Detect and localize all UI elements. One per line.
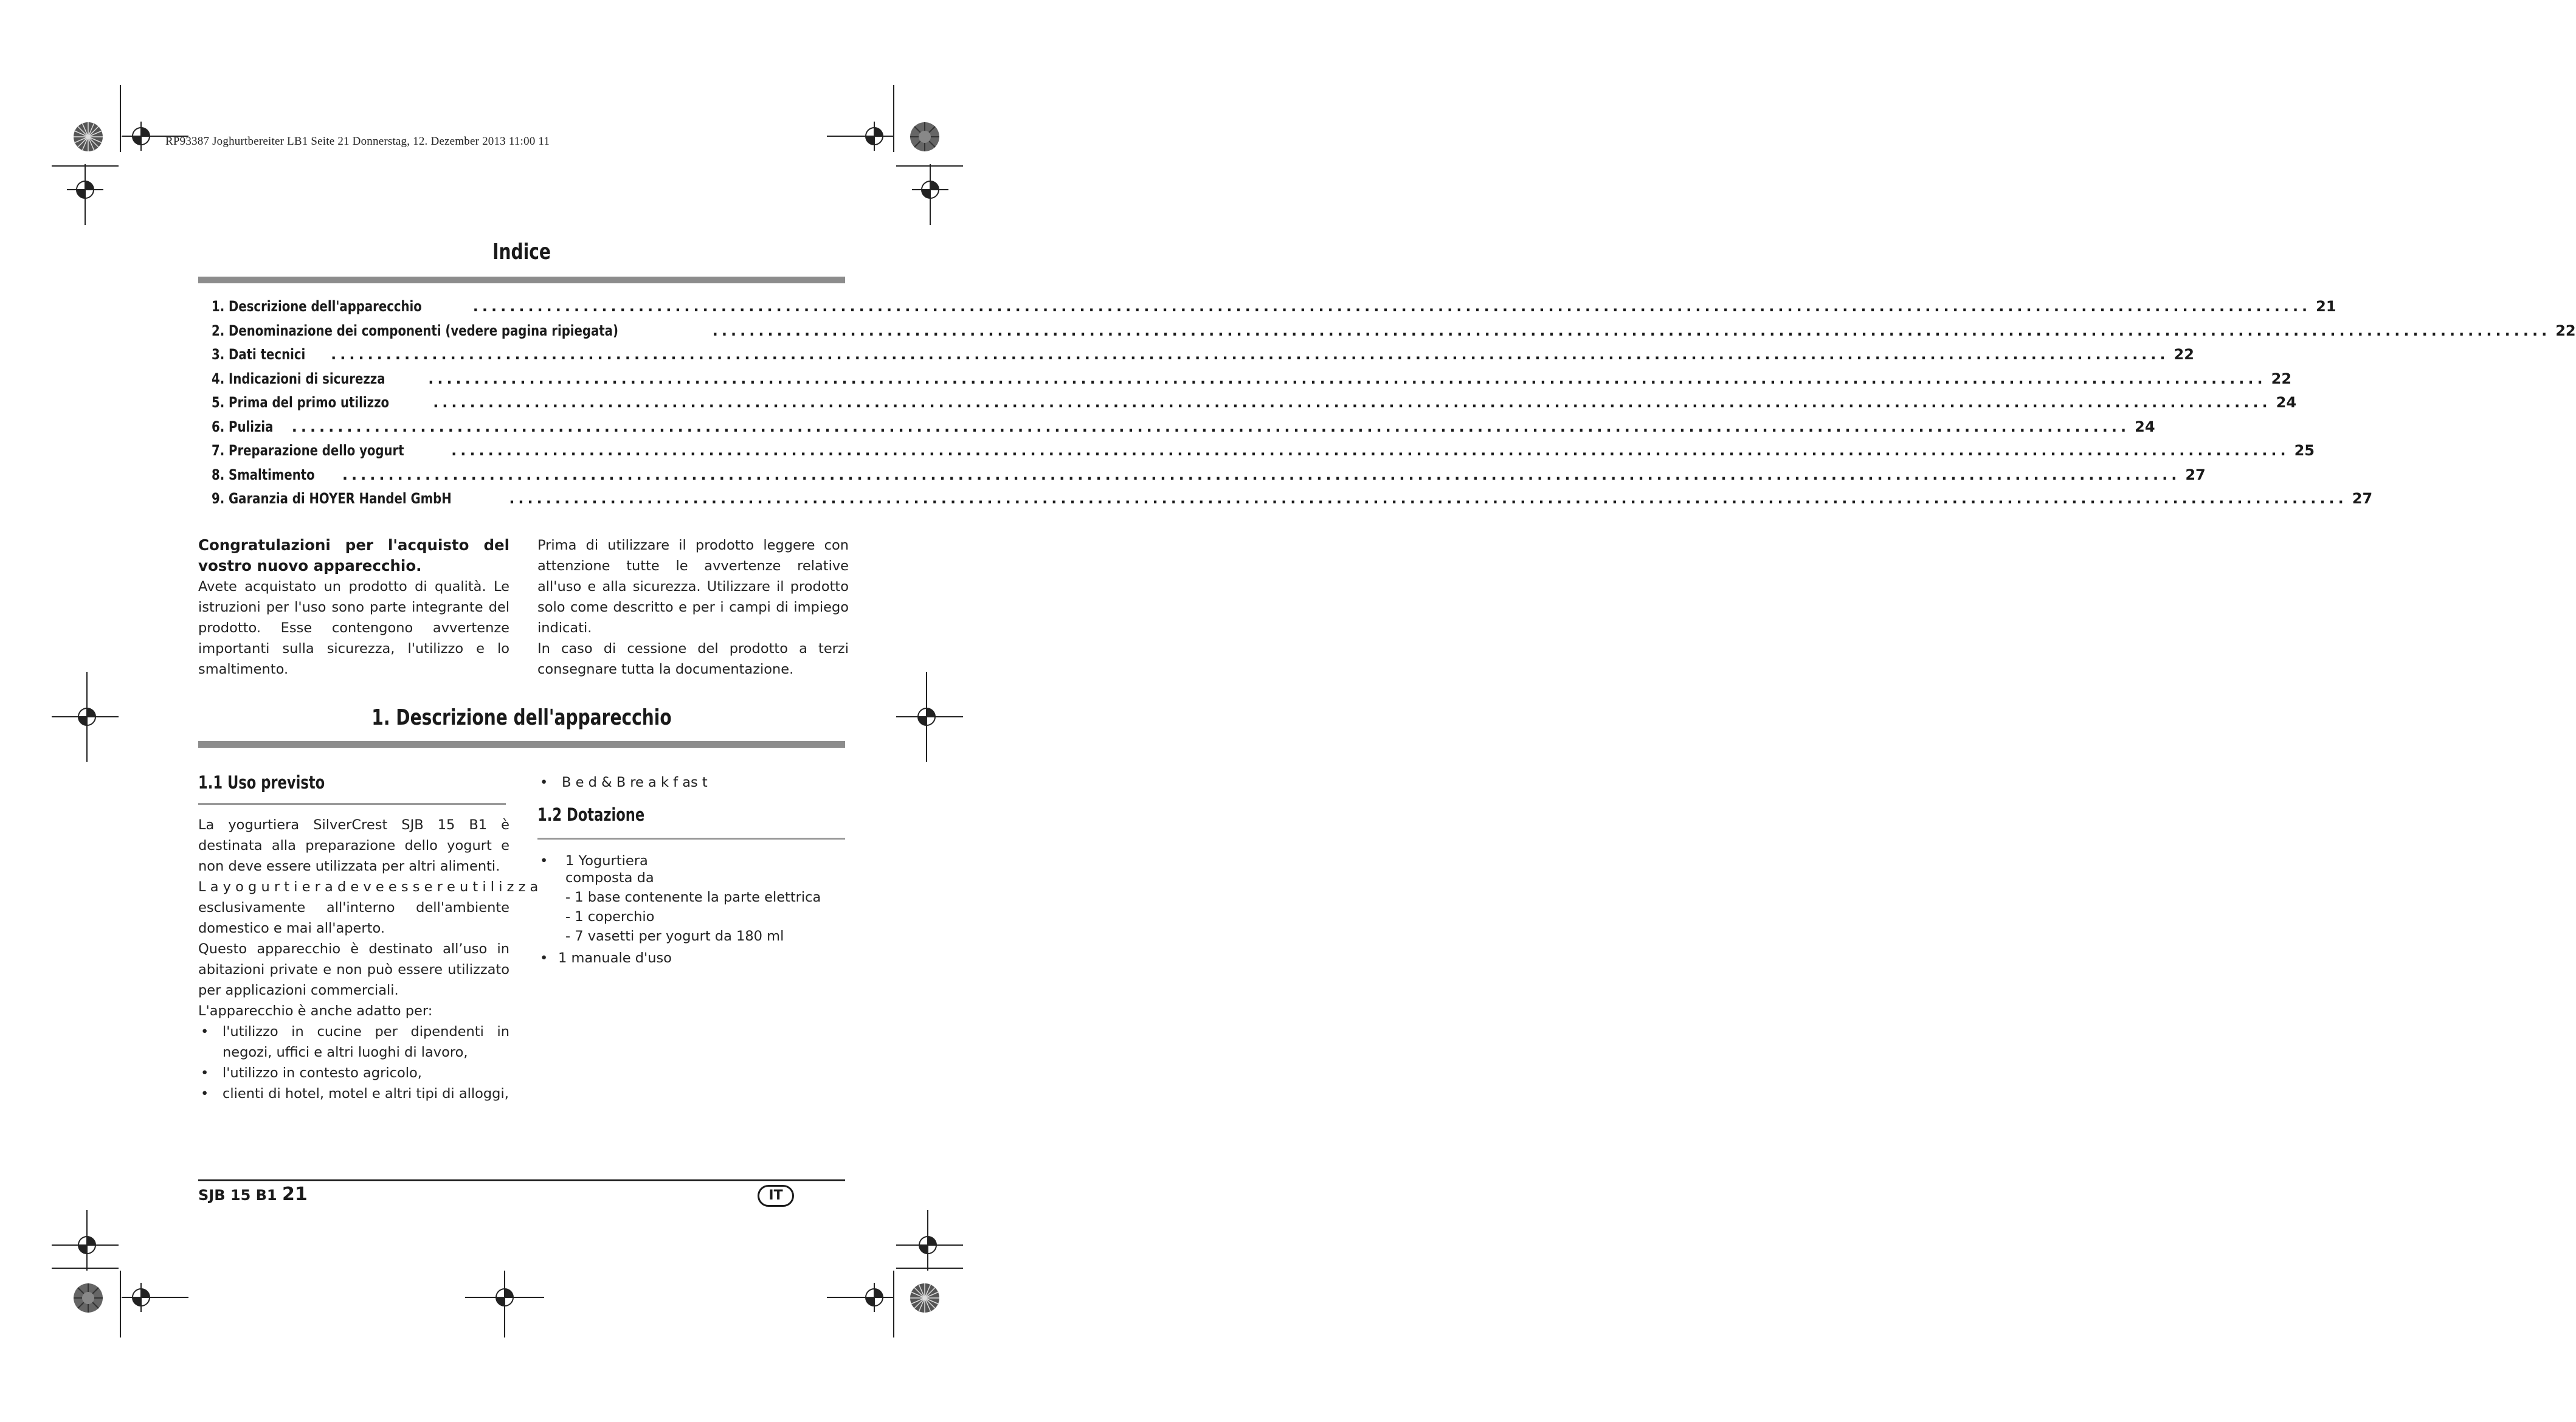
registration-mark-icon: [912, 164, 948, 225]
intro-right-paragraph: Prima di utilizzare il prodotto leggere con attenzione tutte le avvertenze relative all'uso e alla sicurezza. Utilizzare il prodotto solo come descritto e per i campi di impiego indicati.: [537, 537, 849, 636]
toc-entry: [212, 490, 2373, 514]
crop-line: [120, 1271, 121, 1337]
uso-previsto-paragraph-2: esclusivamente all'interno dell'ambiente domestico e mai all'aperto.: [198, 900, 509, 936]
toc-entry-label: 1. Descrizione dell'apparecchio: [212, 298, 422, 315]
dotazione-part: - 7 vasetti per yogurt da 180 ml: [565, 928, 784, 944]
intro-right-paragraph-2: In caso di cessione del prodotto a terzi consegnare tutta la documentazione.: [537, 641, 849, 677]
uso-previsto-paragraph-3: Questo apparecchio è destinato all’uso in abitazioni private e non può essere utilizzato per applicazioni commerciali.: [198, 941, 509, 998]
subsection-title-dotazione: 1.2 Dotazione: [537, 804, 645, 825]
language-badge: IT: [758, 1185, 794, 1207]
section-divider: [198, 741, 845, 748]
toc-entry-label: 9. Garanzia di HOYER Handel GmbH: [212, 490, 452, 507]
toc-entry-label: 6. Pulizia: [212, 418, 274, 435]
toc-entry-page: 24: [2135, 418, 2155, 435]
toc-entry-label: 4. Indicazioni di sicurezza: [212, 370, 385, 387]
registration-mark-icon: [827, 1283, 894, 1312]
toc-leader-dots: ........................................................................................................................................................................................................: [342, 466, 2181, 483]
footer-model-name: SJB 15 B1: [198, 1187, 277, 1204]
crop-line: [120, 85, 121, 152]
index-heading-wrap: [198, 240, 845, 264]
color-target-icon: [910, 1283, 940, 1313]
toc-leader-dots: ........................................................................................................................................................................................................: [712, 322, 2551, 339]
intro-left-column: [198, 535, 509, 680]
subsection-rule: [198, 803, 506, 805]
toc-leader-dots: ........................................................................................................................................................................................................: [509, 490, 2347, 507]
registration-mark-icon: [52, 672, 119, 762]
toc-entry-page: 22: [2271, 370, 2292, 387]
toc-entry-page: 22: [2174, 346, 2194, 363]
color-target-icon: [73, 1283, 103, 1313]
toc-entry-page: 27: [2352, 490, 2373, 507]
toc-entry-label: 3. Dati tecnici: [212, 346, 306, 363]
list-item: • l'utilizzo in contesto agricolo,: [198, 1063, 509, 1083]
list-item: • 1 Yogurtiera: [537, 851, 849, 871]
footer-page-number: 21: [281, 1184, 308, 1205]
toc-entry: [212, 466, 2206, 491]
footer-rule: [198, 1179, 845, 1181]
list-item: • l'utilizzo in cucine per dipendenti in negozi, uffici e altri luoghi di lavoro,: [198, 1021, 509, 1063]
registration-mark-icon: [896, 672, 963, 762]
dotazione-item-sub: composta da: [565, 870, 654, 886]
list-item: • 1 manuale d'uso: [537, 948, 849, 968]
table-of-contents: [212, 298, 2576, 514]
toc-entry-page: 21: [2316, 298, 2336, 315]
uso-previsto-paragraph-4: L'apparecchio è anche adatto per:: [198, 1003, 433, 1019]
uso-previsto-spread-line: L a y o g u r t i e r a d e v e e s s e r e u t i l i z z a: [198, 879, 539, 895]
subsection-title-uso-previsto: 1.1 Uso previsto: [198, 772, 325, 793]
footer-model: [198, 1184, 308, 1205]
dotazione-part: - 1 base contenente la parte elettrica: [565, 889, 821, 905]
toc-entry: [212, 394, 2297, 418]
index-title: Indice: [492, 240, 551, 264]
dotazione-part: - 1 coperchio: [565, 909, 655, 925]
color-target-icon: [73, 122, 103, 152]
registration-mark-icon: [896, 1210, 963, 1271]
dotazione-column: [537, 851, 849, 968]
toc-entry-page: 25: [2294, 442, 2315, 459]
toc-entry: [212, 370, 2292, 395]
intro-heading: Congratulazioni per l'acquisto del vostro nuovo apparecchio.: [198, 536, 509, 575]
toc-entry: [212, 298, 2336, 322]
registration-mark-icon: [827, 122, 894, 151]
toc-entry: [212, 418, 2155, 443]
toc-leader-dots: ........................................................................................................................................................................................................: [428, 370, 2267, 387]
registration-mark-icon: [52, 1210, 119, 1271]
toc-leader-dots: ........................................................................................................................................................................................................: [472, 298, 2312, 315]
bed-breakfast-item: [537, 772, 849, 793]
toc-entry-label: 2. Denominazione dei componenti (vedere pagina ripiegata): [212, 322, 618, 339]
toc-entry-label: 8. Smaltimento: [212, 466, 315, 483]
section-heading-wrap: [198, 705, 845, 730]
toc-entry: [212, 346, 2194, 370]
list-item: • B e d & B re a k f as t: [537, 772, 849, 793]
index-divider: [198, 277, 845, 283]
registration-mark-icon: [67, 164, 103, 225]
toc-leader-dots: ........................................................................................................................................................................................................: [451, 442, 2290, 459]
toc-leader-dots: ........................................................................................................................................................................................................: [433, 394, 2271, 411]
color-target-icon: [910, 122, 940, 152]
toc-entry: [212, 442, 2315, 466]
toc-entry-page: 22: [2555, 322, 2576, 339]
list-item: • clienti di hotel, motel e altri tipi di alloggi,: [198, 1083, 509, 1104]
uso-previsto-paragraph-1: La yogurtiera SilverCrest SJB 15 B1 è destinata alla preparazione dello yogurt e non deve essere utilizzata per altri alimenti.: [198, 817, 509, 874]
print-header: RP93387 Joghurtbereiter LB1 Seite 21 Donnerstag, 12. Dezember 2013 11:00 11: [165, 135, 550, 148]
subsection-rule: [537, 838, 845, 840]
toc-leader-dots: ........................................................................................................................................................................................................: [291, 418, 2130, 435]
toc-entry-page: 27: [2185, 466, 2206, 483]
intro-text: Avete acquistato un prodotto di qualità. Le istruzioni per l'uso sono parte integrante del prodotto. Esse contengono avvertenze importanti sulla sicurezza, l'utilizzo e lo smaltimento.: [198, 579, 509, 677]
section-title: 1. Descrizione dell'apparecchio: [371, 705, 672, 730]
toc-leader-dots: ........................................................................................................................................................................................................: [331, 346, 2169, 363]
registration-mark-icon: [122, 1283, 188, 1312]
toc-entry-page: 24: [2276, 394, 2297, 411]
toc-entry: [212, 322, 2576, 347]
toc-entry-label: 7. Preparazione dello yogurt: [212, 442, 404, 459]
intro-right-column: [537, 535, 849, 680]
toc-entry-label: 5. Prima del primo utilizzo: [212, 394, 390, 411]
uso-previsto-column: [198, 815, 539, 1104]
registration-mark-icon: [465, 1271, 544, 1337]
